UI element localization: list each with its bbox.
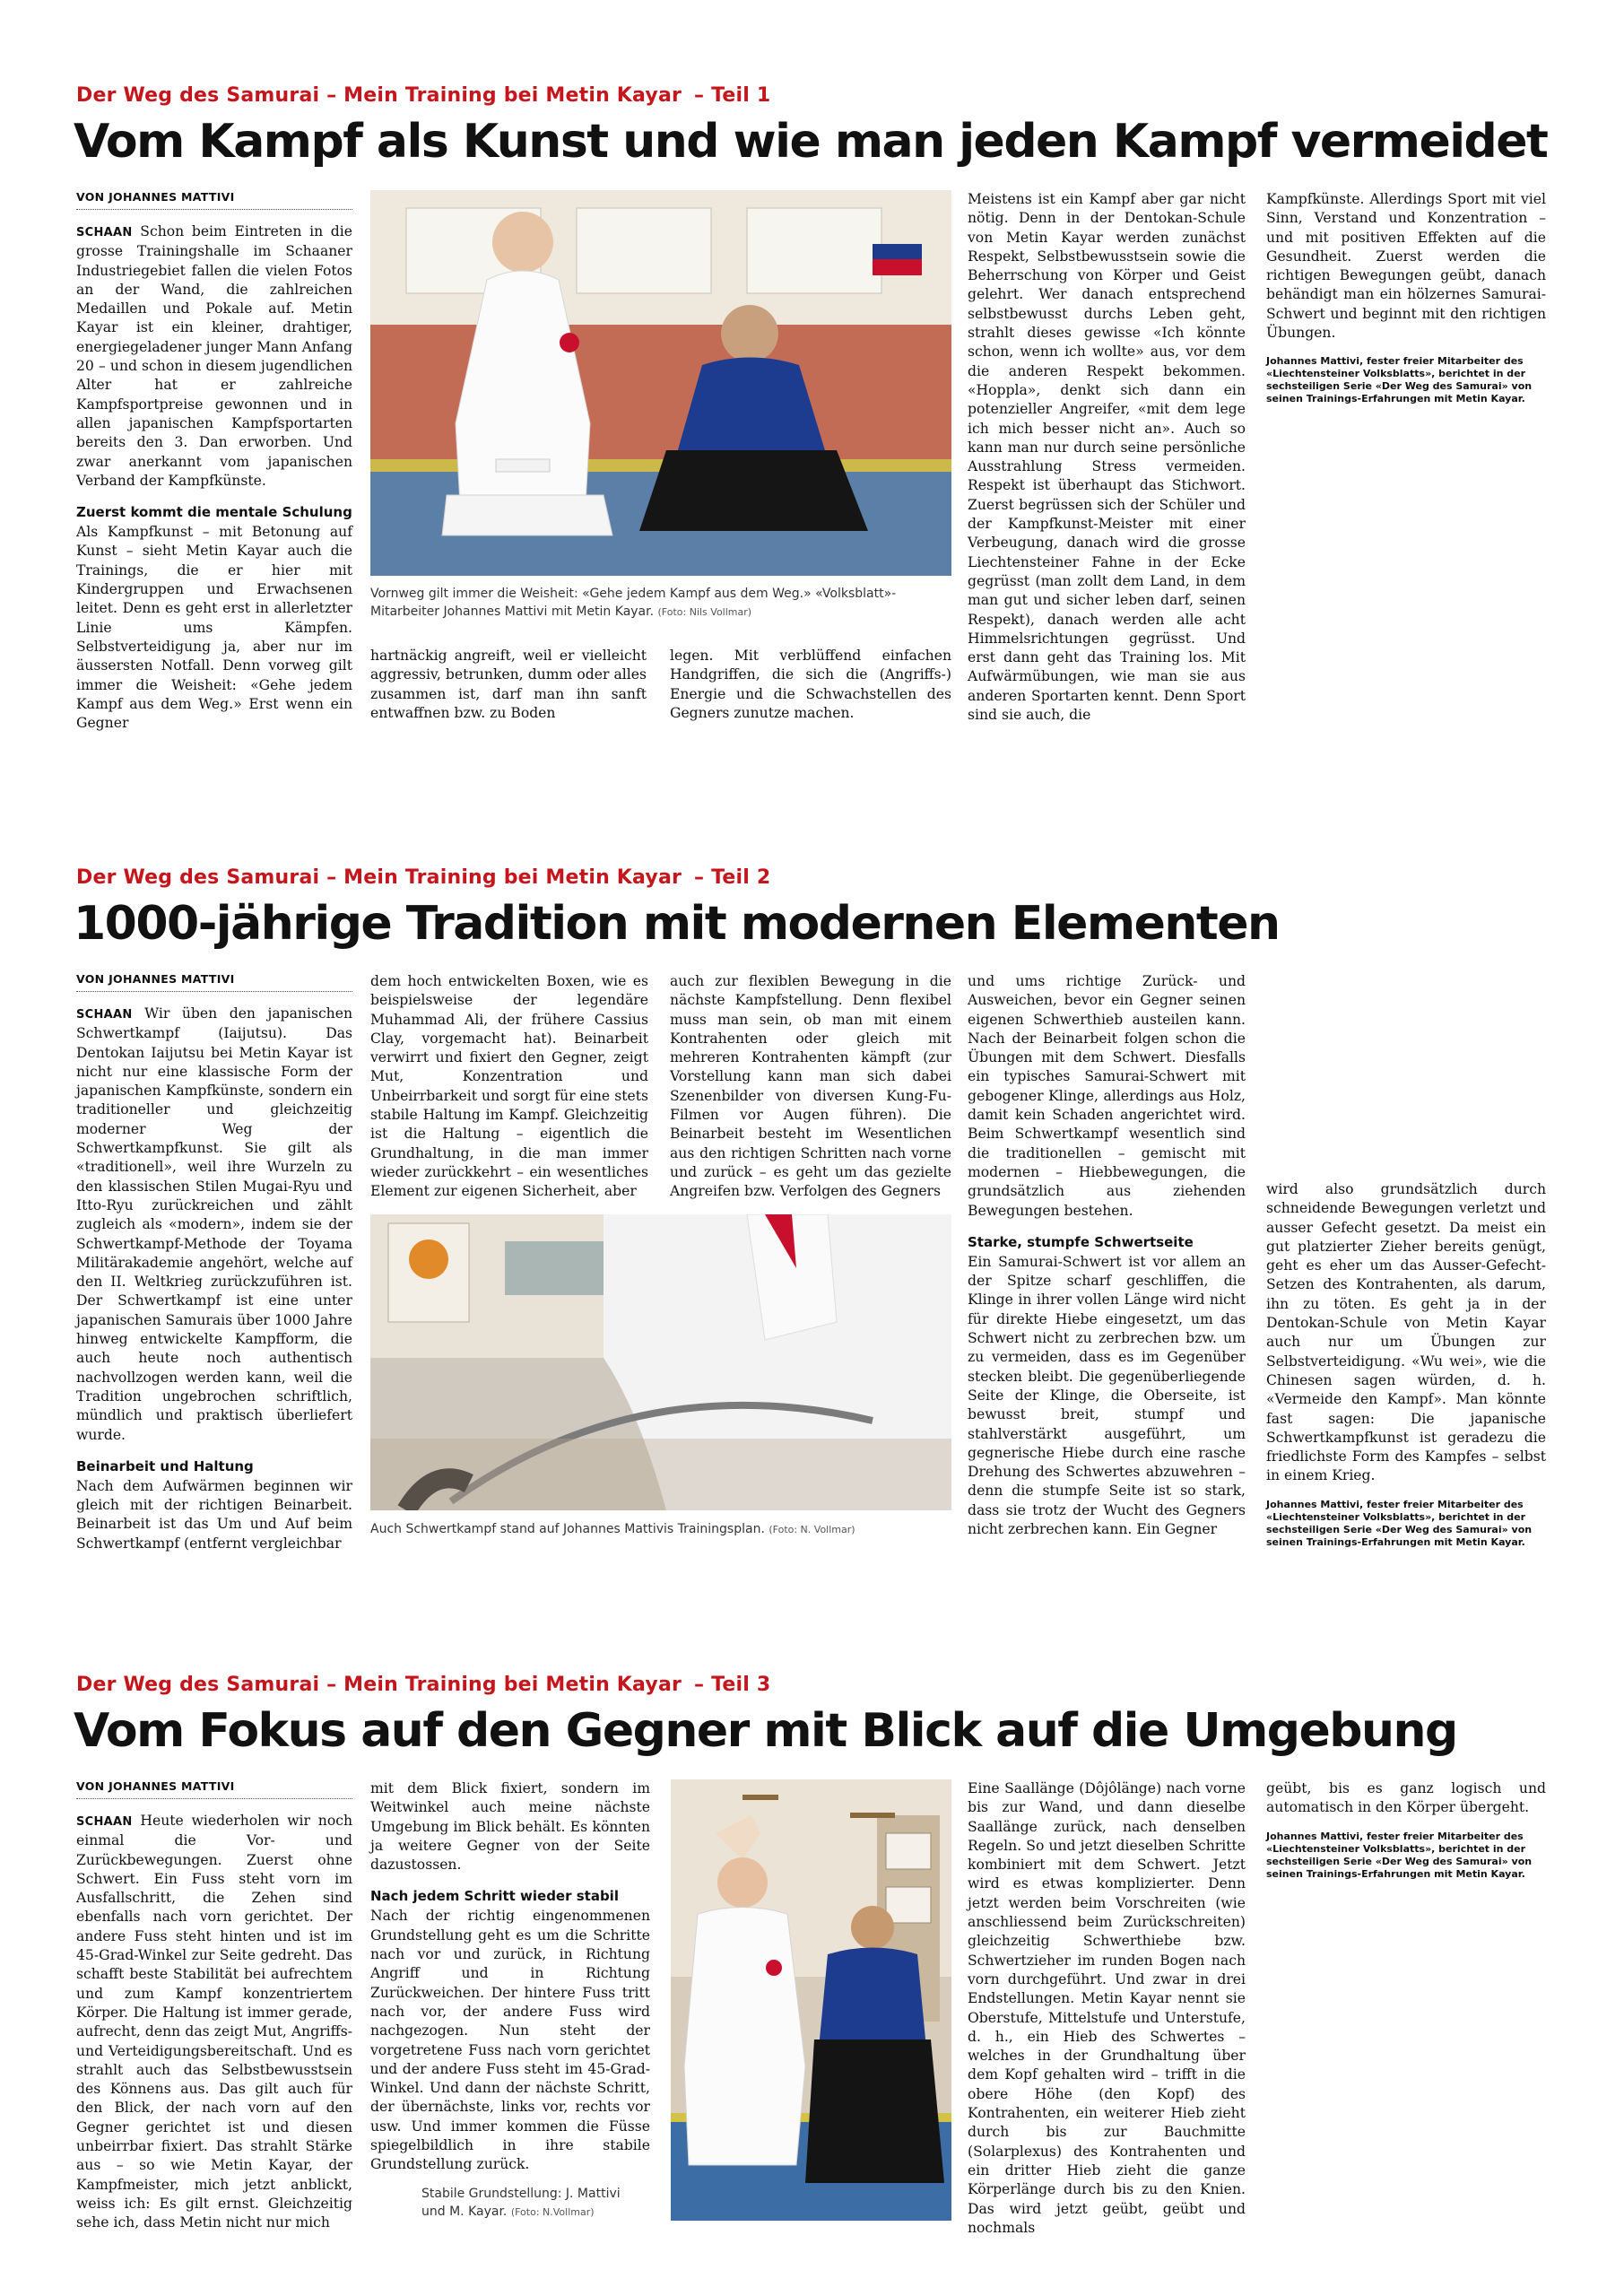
- paragraph: Nach dem Aufwärmen beginnen wir gleich mit der richtigen Beinarbeit. Beinarbeit ist das Um und Auf beim Schwertkampf (entfernt vergleichbar: [76, 1477, 352, 1552]
- article-3-column-2: [370, 1779, 650, 2175]
- paragraph: dem hoch entwickelten Boxen, wie es beispielsweise der legendäre Muhammad Ali, der frühere Cassius Clay, vorgemacht hat). Beinarbeit verwirrt und fixiert den Gegner, zeigt Mut, Konzentration und Unbeirrbarkeit und sorgt für eine stets stabile Haltung im Kampf. Gleichzeitig ist die Haltung – eigentlich die Grundhaltung, in die man immer wieder zurückkehrt – ein wesentliches Element zur eigenen Sicherheit, aber: [370, 973, 648, 1200]
- paragraph: Meistens ist ein Kampf aber gar nicht nötig. Denn in der Dentokan-Schule von Metin Kayar werden zunächst Respekt, Selbstbewusstsein sowie die Beherrschung von Körper und Geist gelehrt. Wer danach entsprechend selbstbewusst durchs Leben geht, strahlt dieses gewisse «Ich könnte schon, wenn ich wollte» aus, vor dem die anderen Respekt bekommen. «Hoppla», denkt sich dann ein potenzieller Angreifer, «mit dem lege ich mich besser nicht an». Auch so kann man nur durch seine persönliche Ausstrahlung Stress vermeiden. Respekt ist überhaupt das Stichwort. Zuerst begrüssen sich der Schüler und der Kampfkunst-Meister mit einer Verbeugung, danach wird die grosse Liechtensteiner Fahne in der Ecke gegrüsst (man zollt dem Land, in dem man gut und sicher leben darf, seinen Respekt), danach werden alle acht Himmelsrichtungen gegrüsst. Und erst dann geht das Training los. Mit Aufwärmübungen, wie man sie aus anderen Sportarten kennt. Denn Sport sind sie auch, die: [968, 191, 1246, 724]
- paragraph: hartnäckig angreift, weil er vielleicht aggressiv, betrunken, dumm oder alles zusammen ist, darf man ihn sanft entwaffnen bzw. zu Boden: [370, 648, 647, 721]
- photo-fighting-stance: [671, 1779, 951, 2221]
- photo-illustration: [370, 1214, 951, 1510]
- article-1-column-2: [370, 647, 647, 723]
- photo-sword-training: [370, 1214, 951, 1510]
- photo-kneeling-samurai: [370, 190, 951, 576]
- kicker-teil-3: [76, 1674, 770, 1696]
- headline-teil-3: Vom Fokus auf den Gegner mit Blick auf die Umgebung: [74, 1704, 1457, 1758]
- article-2-column-5: [1266, 1180, 1546, 1549]
- photo-caption-3: [421, 2185, 637, 2222]
- article-3-column-1: [76, 1779, 352, 2233]
- kicker-part: – Teil 2: [694, 866, 771, 889]
- article-3-column-5: [1266, 1779, 1546, 1881]
- subheading: Zuerst kommt die mentale Schulung: [76, 504, 352, 521]
- paragraph: wird also grundsätzlich durch schneidende Bewegungen verletzt und ausser Gefecht gesetzt. Da meist ein gut platzierter Zieher bereits genügt, geht es eher um das Ausser-Gefecht-Setzen des Kontrahenten, als darum, ihn zu töten. Es geht ja in der Dentokan-Schule von Metin Kayar auch nur um Übungen zur Selbstverteidigung. «Wu wei», wie die Chinesen sagen würden, d. h. «Vermeide den Kampf». Man könnte fast sagen: Die japanische Schwertkampfkunst ist geradezu die friedlichste Form des Kampfes – selbst in einem Krieg.: [1266, 1181, 1546, 1484]
- byline: VON JOHANNES MATTIVI: [76, 190, 352, 210]
- byline: VON JOHANNES MATTIVI: [76, 1779, 352, 1799]
- kicker-text: Der Weg des Samurai – Mein Training bei Metin Kayar: [76, 84, 682, 107]
- kicker-part: – Teil 3: [694, 1674, 771, 1696]
- headline-teil-2: 1000-jährige Tradition mit modernen Elementen: [74, 897, 1280, 951]
- paragraph: Wir üben den japanischen Schwertkampf (Iaijutsu). Das Dentokan Iaijutsu bei Metin Kayar ist nicht nur eine klassische Form der japanischen Kampfkünste, sondern ein traditioneller und gleichzeitig moderner Weg der Schwertkampfkunst. Sie gilt als «traditionell», weil ihre Wurzeln zu den klassischen Stilen Mugai-Ryu und Itto-Ryu zurückreichen und zählt zugleich als «modern», indem sie der Schwertkampf-Methode der Toyama Militärakademie angehört, welche auf den II. Weltkrieg zurückzuführen ist. Der Schwertkampf ist eine unter japanischen Samurais über 1000 Jahre hinweg entwickelte Kampfform, die auch heute noch authentisch nachvollzogen werden kann, weil die Tradition ungebrochen schriftlich, mündlich und praktisch überliefert wurde.: [76, 1005, 352, 1443]
- author-note: Johannes Mattivi, fester freier Mitarbeiter des «Liechtensteiner Volksblatts», berichtet in der sechsteiligen Serie «Der Weg des Samurai» von seinen Trainings-Erfahrungen mit Metin Kayar.: [1266, 1830, 1533, 1880]
- paragraph: Heute wiederholen wir noch einmal die Vor- und Zurückbewegungen. Zuerst ohne Schwert. Ein Fuss steht vorn im Ausfallschritt, die Zehen sind ebenfalls nach vorn gerichtet. Der andere Fuss steht hinten und ist im 45-Grad-Winkel zur Seite gedreht. Das schafft beste Stabilität bei aufrechtem und zum Kampf konzentriertem Körper. Die Haltung ist immer gerade, aufrecht, denn das zeigt Mut, Angriffs- und Verteidigungsbereitschaft. Und es strahlt auch das Selbstbewusstsein des Könnens aus. Das gilt auch für den Blick, der nach vorn auf den Gegner gerichtet ist und diesen unbeirrbar fixiert. Das strahlt Stärke aus – so wie Metin Kayar, der Kampfmeister, mich jetzt anblickt, weiss ich: Es gilt ernst. Gleichzeitig sehe ich, dass Metin nicht nur mich: [76, 1813, 352, 2231]
- article-2-column-2: [370, 972, 648, 1202]
- dateline: SCHAAN: [76, 1008, 133, 1022]
- subheading: Beinarbeit und Haltung: [76, 1457, 254, 1474]
- byline: VON JOHANNES MATTIVI: [76, 972, 352, 992]
- paragraph: Als Kampfkunst – mit Betonung auf Kunst – sieht Metin Kayar auch die Trainings, die er hier mit Kindergruppen und Erwachsenen leitet. Denn es geht erst in allerletzter Linie ums Kämpfen. Selbstverteidigung ja, aber nur im äussersten Notfall. Denn vorweg gilt immer die Weisheit: «Gehe jedem Kampf aus dem Weg.» Erst wenn ein Gegner: [76, 524, 352, 732]
- kicker-part: – Teil 1: [694, 84, 771, 107]
- paragraph: legen. Mit verblüffend einfachen Handgriffen, die sich die (Angriffs-) Energie und die Schwachstellen des Gegners zunutze machen.: [670, 648, 951, 721]
- paragraph: Eine Saallänge (Dôjôlänge) nach vorne bis zur Wand, und dann dieselbe Saallänge zurück, nach denselben Regeln. So und jetzt dieselben Schritte kombiniert mit dem Schwert. Jetzt wird es etwas komplizierter. Denn jetzt werden beim Vorschreiten (wie anschliessend beim Zurückschreiten) gleichzeitig Schwerthiebe bzw. Schwertzieher im runden Bogen nach vorn durchgeführt. Und zwar in drei Endstellungen. Metin Kayar nennt sie Oberstufe, Mittelstufe und Unterstufe, d. h., ein Hieb des Schwertes – welches in der Grundhaltung über dem Kopf gehalten wird – trifft in die obere Höhe (den Kopf) des Kontrahenten, ein weiterer Hieb zieht durch bis zur Bauchmitte (Solarplexus) des Kontrahenten und ein dritter Hieb zieht die ganze Körperlänge durch bis zu den Knien. Das wird jetzt geübt, geübt und nochmals: [968, 1780, 1246, 2236]
- paragraph: auch zur flexiblen Bewegung in die nächste Kampfstellung. Denn flexibel muss man sein, ob man mit einem Kontrahenten oder gleich mit mehreren Kontrahenten kämpft (zur Vorstellung kann man sich dabei Szenenbilder von diversen Kung-Fu-Filmen vor Augen führen). Die Beinarbeit besteht im Wesentlichen aus den richtigen Schritten nach vorne und zurück – es geht um das gezielte Angreifen bzw. Verfolgen des Gegners: [670, 973, 951, 1200]
- article-3-column-4: [968, 1779, 1246, 2238]
- kicker-text: Der Weg des Samurai – Mein Training bei Metin Kayar: [76, 866, 682, 889]
- caption-text: Auch Schwertkampf stand auf Johannes Mattivis Trainingsplan.: [370, 1522, 765, 1536]
- article-1-column-4: [968, 190, 1246, 725]
- photo-caption-2: [370, 1520, 953, 1539]
- photo-illustration: [370, 190, 951, 576]
- kicker-text: Der Weg des Samurai – Mein Training bei Metin Kayar: [76, 1674, 682, 1696]
- article-1-column-5: [1266, 190, 1546, 405]
- article-2-column-3: [670, 972, 951, 1202]
- photo-caption-1: [370, 585, 953, 622]
- caption-text: Stabile Grundstellung: J. Mattivi und M. Kayar.: [421, 2187, 621, 2219]
- paragraph: Ein Samurai-Schwert ist vor allem an der Spitze scharf geschliffen, die Klinge in ihrer vollen Länge wird nicht für direkte Hiebe eingesetzt, um das Schwert nicht zu zerbrechen bzw. um zu vermeiden, dass es im Gegenüber stecken bleibt. Die gegenüberliegende Seite der Klinge, die Oberseite, ist bewusst breit, stumpf und stahlverstärkt ausgeführt, um gegnerische Hiebe durch eine rasche Drehung des Schwertes abzuwehren – denn die stumpfe Seite ist so stark, dass sie trotz der Wucht des Gegners nicht zerbrechen kann. Ein Gegner: [968, 1253, 1246, 1538]
- article-2-column-4: [968, 972, 1246, 1539]
- subheading: Starke, stumpfe Schwertseite: [968, 1233, 1194, 1250]
- photo-credit: (Foto: N. Vollmar): [769, 1524, 855, 1535]
- dateline: SCHAAN: [76, 1815, 133, 1829]
- paragraph: und ums richtige Zurück- und Ausweichen, bevor ein Gegner seinen eigenen Schwerthieb austeilen kann. Nach der Beinarbeit folgen schon die Übungen mit dem Schwert. Diesfalls ein typisches Samurai-Schwert mit gebogener Klinge, allerdings aus Holz, damit kein Schaden angerichtet wird. Beim Schwertkampf wesentlich sind die traditionellen – gemischt mit modernen – Hiebbewegungen, die grundsätzlich aus ziehenden Bewegungen bestehen.: [968, 973, 1246, 1219]
- photo-illustration: [671, 1779, 951, 2221]
- paragraph: Nach der richtig eingenommenen Grundstellung geht es um die Schritte nach vor und zurück, in Richtung Angriff und in Richtung Zurückweichen. Der hintere Fuss tritt nach vor, der andere Fuss wird nachgezogen. Nun steht der vorgetretene Fuss nach vorn gerichtet und der andere Fuss steht im 45-Grad-Winkel. Und dann der nächste Schritt, der übernächste, links vor, rechts vor usw. Und immer kommen die Füsse spiegelbildlich in ihre stabile Grundstellung zurück.: [370, 1908, 650, 2173]
- article-2-column-1: [76, 972, 352, 1553]
- photo-credit: (Foto: N.Vollmar): [510, 2206, 595, 2218]
- paragraph: mit dem Blick fixiert, sondern im Weitwinkel auch meine nächste Umgebung im Blick behält. Es könnten ja weitere Gegner von der Seite dazustossen.: [370, 1780, 650, 1874]
- dateline: SCHAAN: [76, 226, 133, 239]
- photo-credit: (Foto: Nils Vollmar): [657, 606, 752, 618]
- author-note: Johannes Mattivi, fester freier Mitarbeiter des «Liechtensteiner Volksblatts», berichtet in der sechsteiligen Serie «Der Weg des Samurai» von seinen Trainings-Erfahrungen mit Metin Kayar.: [1266, 355, 1533, 405]
- author-note: Johannes Mattivi, fester freier Mitarbeiter des «Liechtensteiner Volksblatts», berichtet in der sechsteiligen Serie «Der Weg des Samurai» von seinen Trainings-Erfahrungen mit Metin Kayar.: [1266, 1498, 1533, 1548]
- headline-teil-1: Vom Kampf als Kunst und wie man jeden Kampf vermeidet: [74, 115, 1548, 169]
- article-1-column-1: [76, 190, 352, 733]
- paragraph: geübt, bis es ganz logisch und automatisch in den Körper übergeht.: [1266, 1780, 1546, 1816]
- paragraph: Schon beim Eintreten in die grosse Trainingshalle im Schaaner Industriegebiet fallen die vielen Fotos an der Wand, die zahlreichen Medaillen und Pokale auf. Metin Kayar ist ein kleiner, drahtiger, energiegeladener junger Mann Anfang 20 – und schon in diesem jugendlichen Alter hat er zahlreiche Kampfsportpreise gewonnen und in allen japanischen Kampfsportarten bereits den 3. Dan erworben. Und zwar anerkannt vom japanischen Verband der Kampfkünste.: [76, 223, 352, 489]
- kicker-teil-1: [76, 84, 770, 107]
- caption-text: Vornweg gilt immer die Weisheit: «Gehe jedem Kampf aus dem Weg.» «Volksblatt»-Mitarbeiter Johannes Mattivi mit Metin Kayar.: [370, 587, 897, 619]
- paragraph: Kampfkünste. Allerdings Sport mit viel Sinn, Verstand und Konzentration – und mit positiven Effekten auf die Gesundheit. Zuerst werden die richtigen Bewegungen geübt, danach behändigt man ein hölzernes Samurai-Schwert und beginnt mit den richtigen Übungen.: [1266, 191, 1546, 342]
- kicker-teil-2: [76, 866, 770, 889]
- subheading: Nach jedem Schritt wieder stabil: [370, 1888, 619, 1905]
- article-1-column-3: [670, 647, 951, 723]
